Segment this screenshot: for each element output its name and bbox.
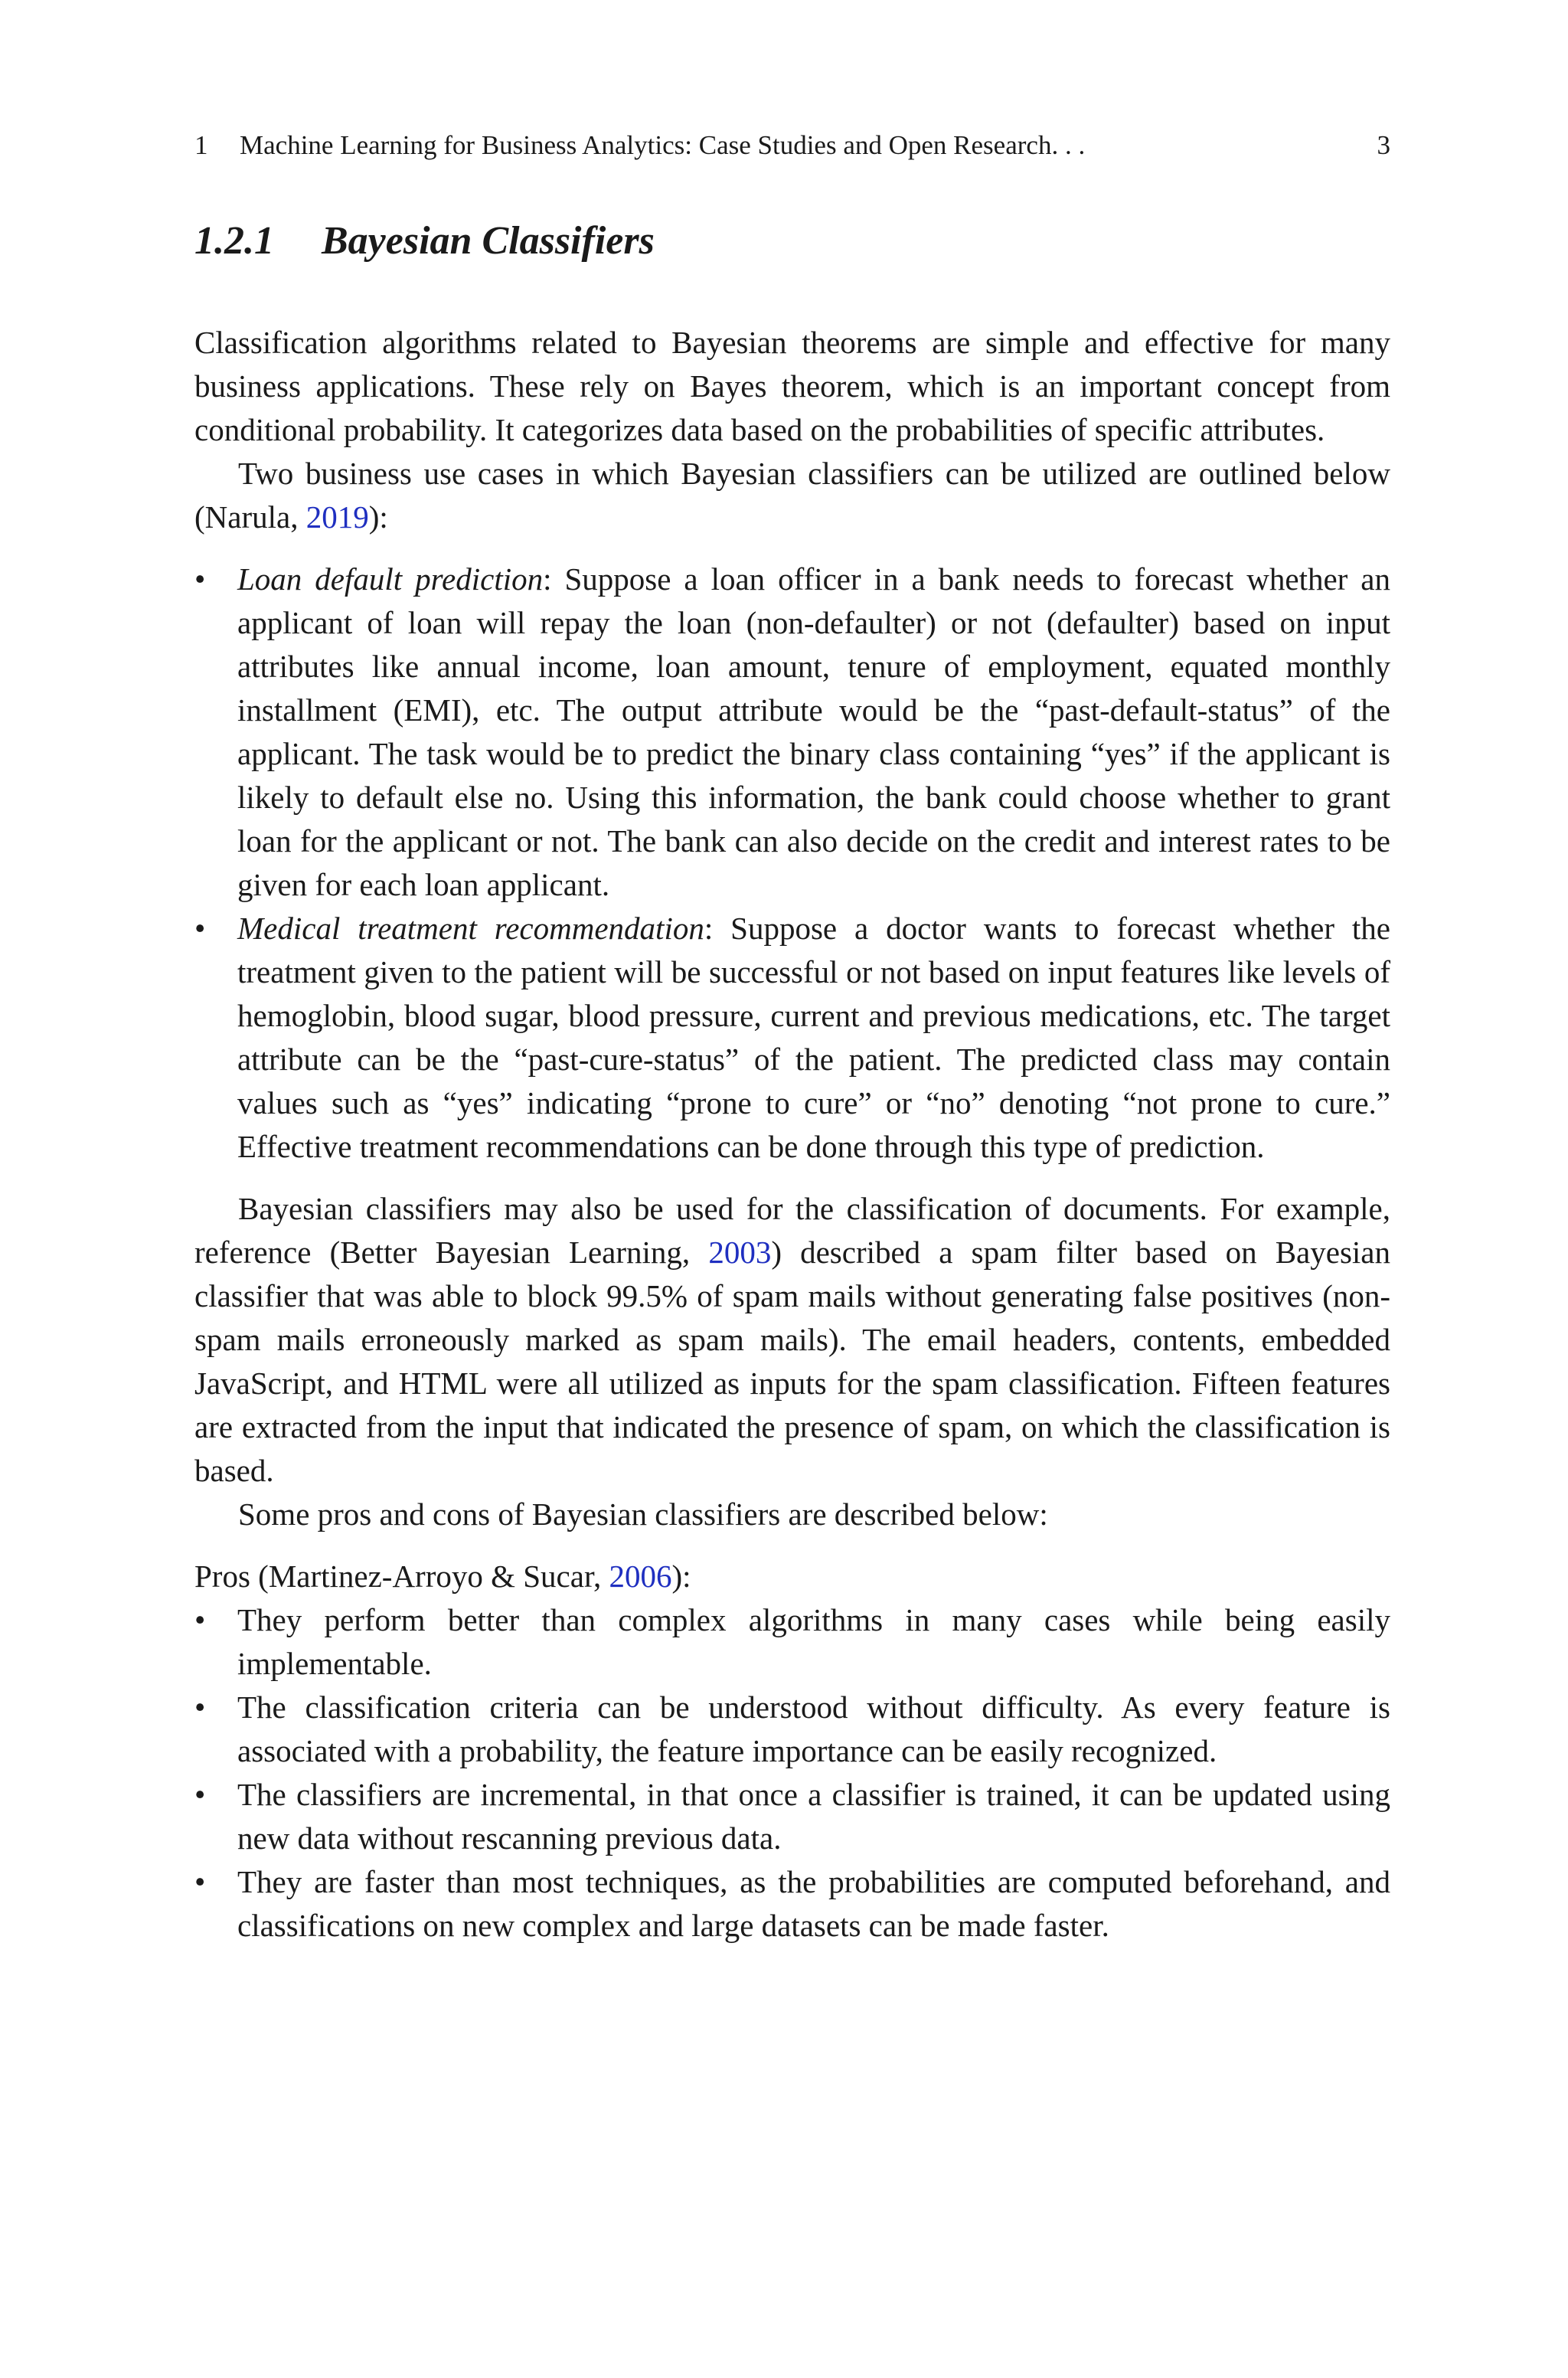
section-title: Bayesian Classifiers xyxy=(322,219,655,263)
list-item-text: They are faster than most techniques, as the probabilities are computed beforehand, and classifications on new complex and large datasets can be made faster. xyxy=(237,1864,1390,1943)
list-item-term: Loan default prediction xyxy=(237,561,544,597)
pros-label xyxy=(194,1555,1390,1598)
pros-list xyxy=(194,1598,1390,1948)
list-item xyxy=(194,1686,1390,1773)
running-title: Machine Learning for Business Analytics: Case Studies and Open Research. . . xyxy=(240,130,1086,160)
citation-link[interactable]: 2006 xyxy=(609,1559,672,1594)
use-case-list xyxy=(194,558,1390,1169)
citation-link[interactable]: 2003 xyxy=(708,1235,772,1270)
list-item-text: : Suppose a loan officer in a bank needs to forecast whether an applicant of loan will repay the loan (non-defaulter) or not (defaulter) based on input attributes like annual income, loan amount, tenure of employment, equated monthly installment (EMI), etc. The output attribute would be the “past-default-status” of the applicant. The task would be to predict the binary class containing “yes” if the applicant is likely to default else no. Using this information, the bank could choose whether to grant loan for the applicant or not. The bank can also decide on the credit and interest rates to be given for each loan applicant. xyxy=(237,561,1390,902)
citation-link[interactable]: 2019 xyxy=(305,499,369,535)
list-item-text: They perform better than complex algorithms in many cases while being easily implementable. xyxy=(237,1602,1390,1681)
section-body xyxy=(194,321,1390,1948)
paragraph-intro: Classification algorithms related to Bayesian theorems are simple and effective for many business applications. These rely on Bayes theorem, which is an important concept from conditional probability. It categorizes data based on the probabilities of specific attributes. xyxy=(194,325,1390,447)
paragraph-use-cases-intro xyxy=(194,452,1390,539)
list-item xyxy=(194,1773,1390,1860)
list-item-text: The classification criteria can be understood without difficulty. As every feature is associated with a probability, the feature importance can be easily recognized. xyxy=(237,1689,1390,1768)
paragraph-text: ): xyxy=(671,1559,691,1594)
bullet-icon: • xyxy=(194,911,206,946)
list-item xyxy=(194,907,1390,1169)
list-item-term: Medical treatment recommendation xyxy=(237,911,704,946)
list-item xyxy=(194,1860,1390,1948)
paragraph-text: Two business use cases in which Bayesian classifiers can be utilized are outlined below (Narula, xyxy=(194,456,1390,535)
list-item xyxy=(194,558,1390,907)
paragraph-text: Pros (Martinez-Arroyo & Sucar, xyxy=(194,1559,609,1594)
paragraph-text: Bayesian classifiers may also be used for the classification of documents. For example, reference (Better Bayesian Learning, xyxy=(194,1191,1390,1270)
list-item xyxy=(194,1598,1390,1686)
list-item-text: The classifiers are incremental, in that once a classifier is trained, it can be updated using new data without rescanning previous data. xyxy=(237,1777,1390,1856)
page-number: 3 xyxy=(1377,130,1390,160)
bullet-icon: • xyxy=(194,1777,206,1812)
bullet-icon: • xyxy=(194,561,206,597)
paragraph-text: ): xyxy=(368,499,388,535)
list-item-text: : Suppose a doctor wants to forecast whether the treatment given to the patient will be successful or not based on input features like levels of hemoglobin, blood sugar, blood pressure, current and previous medications, etc. The target attribute can be the “past-cure-status” of the patient. The predicted class may contain values such as “yes” indicating “prone to cure” or “no” denoting “not prone to cure.” Effective treatment recommendations can be done through this type of prediction. xyxy=(237,911,1390,1164)
running-head xyxy=(194,127,1390,164)
paragraph-pros-cons-intro: Some pros and cons of Bayesian classifiers are described below: xyxy=(238,1496,1048,1532)
chapter-number: 1 xyxy=(194,130,208,160)
bullet-icon: • xyxy=(194,1602,206,1637)
section-number: 1.2.1 xyxy=(194,219,274,263)
bullet-icon: • xyxy=(194,1864,206,1899)
section-heading xyxy=(194,214,655,268)
paragraph-text: ) described a spam filter based on Bayesian classifier that was able to block 99.5% of spam mails without generating false positives (non-spam mails erroneously marked as spam mails). The email headers, contents, embedded JavaScript, and HTML were all utilized as inputs for the spam classification. Fifteen features are extracted from the input that indicated the presence of spam, on which the classification is based. xyxy=(194,1235,1390,1488)
paragraph-spam-filter xyxy=(194,1187,1390,1493)
bullet-icon: • xyxy=(194,1689,206,1725)
